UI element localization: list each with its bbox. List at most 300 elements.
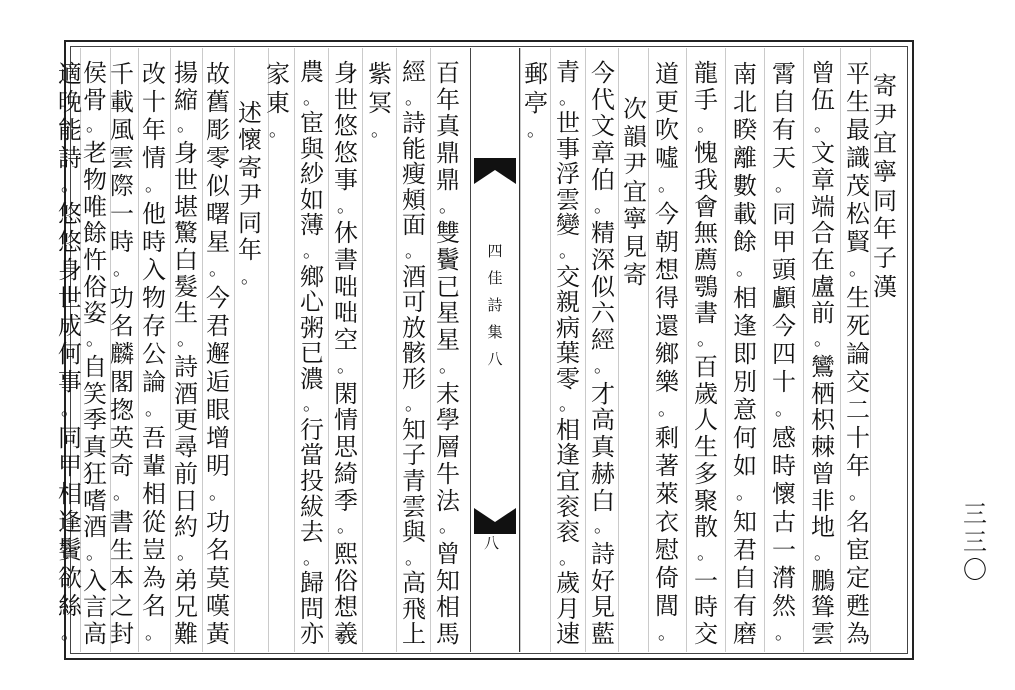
glyph: 棘 xyxy=(811,433,835,462)
glyph: 同 xyxy=(238,208,262,237)
glyph: 餘 xyxy=(733,228,757,256)
glyph: 剩 xyxy=(655,424,679,452)
glyph: 薄 xyxy=(300,211,324,240)
glyph: 韻 xyxy=(623,122,647,151)
glyph: 入 xyxy=(83,566,107,595)
glyph: 。 xyxy=(559,547,577,569)
glyph: 睽 xyxy=(733,116,757,144)
glyph: 嗜 xyxy=(83,486,107,515)
glyph: 與 xyxy=(300,134,324,163)
column-rule xyxy=(585,48,586,652)
glyph: 天 xyxy=(772,144,796,172)
glyph: 絲 xyxy=(58,592,82,620)
glyph: 日 xyxy=(174,486,198,515)
glyph: 如 xyxy=(733,452,757,480)
glyph: 十 xyxy=(772,368,796,396)
glyph: 悠 xyxy=(334,112,358,141)
column-rule xyxy=(202,48,203,652)
glyph: 亦 xyxy=(300,620,324,649)
glyph: 能 xyxy=(58,116,82,144)
glyph: 兄 xyxy=(174,593,198,622)
glyph: 雲 xyxy=(402,492,426,521)
glyph: 雲 xyxy=(556,185,580,214)
glyph: 生 xyxy=(694,433,718,462)
glyph: 咄 xyxy=(334,299,358,328)
glyph: 唯 xyxy=(83,192,107,221)
glyph: 封 xyxy=(110,620,134,648)
glyph: 。 xyxy=(775,175,793,196)
glyph: 好 xyxy=(591,566,615,595)
glyph: 想 xyxy=(334,593,358,622)
glyph: 茂 xyxy=(846,172,870,200)
glyph: 相 xyxy=(556,415,580,444)
glyph: 之 xyxy=(110,592,134,620)
column-rule xyxy=(618,48,619,652)
glyph: 懷 xyxy=(772,480,796,508)
glyph: 青 xyxy=(556,58,580,86)
glyph: 真 xyxy=(591,433,615,462)
glyph: 葉 xyxy=(556,339,580,368)
glyph: 名 xyxy=(110,312,134,340)
glyph: 為 xyxy=(846,620,870,648)
glyph: 東 xyxy=(266,88,290,117)
glyph: 閭 xyxy=(655,592,679,620)
glyph: 名 xyxy=(846,508,870,536)
glyph: 。 xyxy=(61,399,79,420)
text-column-6 xyxy=(686,60,726,650)
glyph: 世 xyxy=(58,284,82,312)
glyph: 載 xyxy=(110,88,134,116)
glyph: 季 xyxy=(83,406,107,435)
glyph: 還 xyxy=(655,312,679,340)
page-number-glyph: 三 xyxy=(963,528,987,556)
glyph: 能 xyxy=(402,134,426,163)
glyph: 熙 xyxy=(334,539,358,568)
glyph: 咄 xyxy=(334,272,358,301)
glyph: 最 xyxy=(846,116,870,144)
glyph: 吾 xyxy=(142,424,166,452)
glyph: 一 xyxy=(772,536,796,564)
glyph: 。 xyxy=(594,516,612,538)
glyph: 見 xyxy=(591,593,615,622)
glyph: 寧 xyxy=(623,205,647,234)
glyph: 縮 xyxy=(174,85,198,114)
glyph: 揔 xyxy=(110,396,134,424)
glyph: 。 xyxy=(241,267,259,289)
column-rule xyxy=(80,48,81,652)
text-column-13 xyxy=(394,60,434,650)
glyph: 變 xyxy=(556,211,580,240)
glyph: 似 xyxy=(206,172,230,200)
glyph: 酒 xyxy=(174,379,198,408)
glyph: 二 xyxy=(846,396,870,424)
glyph: 更 xyxy=(174,406,198,435)
glyph: 。 xyxy=(177,329,195,351)
glyph: 萊 xyxy=(655,480,679,508)
glyph: 。 xyxy=(814,542,832,564)
glyph: 詩 xyxy=(174,352,198,381)
glyph: 嘆 xyxy=(206,592,230,620)
glyph: 寧 xyxy=(873,158,897,187)
glyph: 六 xyxy=(591,299,615,328)
glyph: 約 xyxy=(174,513,198,542)
glyph: 書 xyxy=(694,299,718,328)
column-rule xyxy=(803,48,804,652)
glyph: 。 xyxy=(559,394,577,416)
glyph: 。 xyxy=(113,259,131,280)
glyph: 邂 xyxy=(206,340,230,368)
glyph: 逢 xyxy=(556,441,580,470)
text-column-24 xyxy=(50,60,90,650)
glyph: 會 xyxy=(694,192,718,221)
center-folio: 八 xyxy=(484,534,500,552)
glyph: 。 xyxy=(594,355,612,377)
glyph: 情 xyxy=(142,144,166,172)
column-rule xyxy=(396,48,397,652)
glyph: 曾 xyxy=(811,459,835,488)
glyph: 書 xyxy=(334,246,358,275)
glyph: 時 xyxy=(142,228,166,256)
glyph: 閑 xyxy=(334,379,358,408)
glyph: 名 xyxy=(206,536,230,564)
glyph: 家 xyxy=(266,60,290,88)
glyph: 同 xyxy=(873,186,897,215)
glyph: 行 xyxy=(300,415,324,444)
glyph: 尋 xyxy=(174,433,198,462)
glyph: 我 xyxy=(694,165,718,194)
glyph: 相 xyxy=(436,593,460,622)
glyph: 世 xyxy=(334,85,358,114)
glyph: 薦 xyxy=(694,246,718,275)
glyph: 。 xyxy=(303,87,321,109)
glyph: 自 xyxy=(83,352,107,381)
glyph: 雲 xyxy=(811,620,835,649)
glyph: 難 xyxy=(174,620,198,649)
page-number-glyph: 三 xyxy=(963,500,987,528)
glyph: 投 xyxy=(300,467,324,495)
glyph: 瘦 xyxy=(402,160,426,189)
glyph: 輩 xyxy=(142,452,166,480)
text-column-5 xyxy=(725,60,765,650)
glyph: 忤 xyxy=(83,246,107,275)
glyph: 老 xyxy=(83,139,107,168)
glyph: 。 xyxy=(736,483,754,504)
glyph: 紫 xyxy=(368,60,392,88)
column-rule xyxy=(840,48,841,652)
glyph: 羲 xyxy=(334,620,358,649)
glyph: 歲 xyxy=(556,569,580,598)
glyph: 。 xyxy=(405,547,423,569)
glyph: 病 xyxy=(556,313,580,342)
glyph: 。 xyxy=(269,120,287,142)
glyph: 一 xyxy=(110,200,134,228)
glyph: 平 xyxy=(846,60,870,88)
glyph: 髮 xyxy=(174,272,198,301)
glyph: 鼎 xyxy=(436,139,460,168)
glyph: 著 xyxy=(655,452,679,480)
glyph: 。 xyxy=(697,115,715,137)
glyph: 書 xyxy=(110,508,134,536)
glyph: 季 xyxy=(334,486,358,515)
glyph: 盧 xyxy=(811,272,835,301)
glyph: 詩 xyxy=(58,144,82,172)
glyph: 牛 xyxy=(436,459,460,488)
column-rule xyxy=(725,48,726,652)
glyph: 相 xyxy=(58,480,82,508)
glyph: 頭 xyxy=(772,256,796,284)
glyph: 法 xyxy=(436,486,460,515)
glyph: 雙 xyxy=(436,219,460,248)
glyph: 尹 xyxy=(623,150,647,179)
glyph: 龍 xyxy=(694,59,718,87)
column-rule xyxy=(362,48,363,652)
glyph: 物 xyxy=(142,284,166,312)
glyph: 端 xyxy=(811,192,835,221)
glyph: 。 xyxy=(177,115,195,137)
glyph: 弟 xyxy=(174,566,198,595)
column-rule xyxy=(520,48,521,652)
glyph: 聳 xyxy=(811,593,835,622)
glyph: 代 xyxy=(591,85,615,114)
glyph: 如 xyxy=(300,185,324,214)
glyph: 從 xyxy=(142,508,166,536)
glyph: 更 xyxy=(655,88,679,116)
glyph: 。 xyxy=(439,195,457,217)
glyph: 栖 xyxy=(811,379,835,408)
text-column-15 xyxy=(326,60,366,650)
glyph: 合 xyxy=(811,219,835,248)
glyph: 曾 xyxy=(436,539,460,568)
glyph: 在 xyxy=(811,246,835,275)
glyph: 去 xyxy=(300,518,324,547)
glyph: 。 xyxy=(594,195,612,217)
glyph: 上 xyxy=(402,620,426,649)
glyph: 酒 xyxy=(402,262,426,291)
glyph: 子 xyxy=(402,441,426,470)
glyph: 甲 xyxy=(772,228,796,256)
glyph: 。 xyxy=(337,355,355,377)
glyph: 詩 xyxy=(591,539,615,568)
glyph: 經 xyxy=(402,58,426,86)
glyph: 顱 xyxy=(772,284,796,312)
glyph: 堪 xyxy=(174,192,198,221)
glyph: 年 xyxy=(142,116,166,144)
glyph: 世 xyxy=(556,109,580,138)
glyph: 交 xyxy=(556,262,580,291)
glyph: 。 xyxy=(658,399,676,420)
glyph: 。 xyxy=(814,115,832,137)
glyph: 十 xyxy=(846,424,870,452)
glyph: 自 xyxy=(733,564,757,592)
glyph: 揚 xyxy=(174,59,198,87)
glyph: 姿 xyxy=(83,299,107,328)
column-rule xyxy=(686,48,687,652)
glyph: 。 xyxy=(775,399,793,420)
glyph: 郵 xyxy=(524,60,548,88)
glyph: 北 xyxy=(733,88,757,116)
glyph: 曾 xyxy=(811,59,835,87)
text-column-3 xyxy=(803,60,843,650)
glyph: 。 xyxy=(145,175,163,196)
glyph: 。 xyxy=(697,542,715,564)
glyph: 似 xyxy=(591,272,615,301)
glyph: 高 xyxy=(591,406,615,435)
glyph: 。 xyxy=(697,329,715,351)
glyph: 文 xyxy=(591,112,615,141)
glyph: 。 xyxy=(849,483,867,504)
text-column-4 xyxy=(764,60,804,650)
glyph: 吹 xyxy=(655,116,679,144)
glyph: 寄 xyxy=(623,260,647,289)
glyph: 風 xyxy=(110,116,134,144)
glyph: 同 xyxy=(58,424,82,452)
glyph: 。 xyxy=(527,120,545,142)
glyph: 。 xyxy=(371,120,389,142)
glyph: 存 xyxy=(142,312,166,340)
glyph: 白 xyxy=(174,246,198,275)
glyph: 。 xyxy=(559,240,577,262)
glyph: 寄 xyxy=(873,72,897,100)
glyph: 道 xyxy=(655,60,679,88)
glyph: 同 xyxy=(772,200,796,228)
glyph: 。 xyxy=(849,259,867,280)
glyph: 言 xyxy=(83,593,107,622)
glyph: 冥 xyxy=(368,88,392,117)
center-fold-strip xyxy=(470,48,520,652)
glyph: 思 xyxy=(334,433,358,462)
glyph: 人 xyxy=(694,406,718,435)
glyph: 生 xyxy=(846,88,870,116)
glyph: 非 xyxy=(811,486,835,515)
glyph: 交 xyxy=(694,620,718,649)
glyph: 生 xyxy=(110,536,134,564)
glyph: 古 xyxy=(772,508,796,536)
glyph: 甲 xyxy=(58,452,82,480)
glyph: 宜 xyxy=(873,129,897,158)
glyph: 年 xyxy=(436,85,460,114)
glyph: 想 xyxy=(655,256,679,284)
glyph: 無 xyxy=(694,219,718,248)
column-rule xyxy=(268,48,269,652)
glyph: 百 xyxy=(436,59,460,87)
glyph: 問 xyxy=(300,594,324,623)
text-column-9 xyxy=(583,60,623,650)
glyph: 事 xyxy=(58,368,82,396)
glyph: 一 xyxy=(694,566,718,595)
glyph: 亭 xyxy=(524,88,548,117)
glyph: 。 xyxy=(337,516,355,538)
glyph: 。 xyxy=(113,483,131,504)
glyph: 知 xyxy=(733,508,757,536)
glyph: 詩 xyxy=(402,109,426,138)
glyph: 前 xyxy=(811,299,835,328)
glyph: 。 xyxy=(405,87,423,109)
glyph: 。 xyxy=(439,355,457,377)
glyph: 骸 xyxy=(402,339,426,368)
glyph: 鬢 xyxy=(436,246,460,275)
glyph: 面 xyxy=(402,211,426,240)
glyph: 綺 xyxy=(334,459,358,488)
glyph: 逢 xyxy=(733,312,757,340)
glyph: 空 xyxy=(334,326,358,355)
glyph: 身 xyxy=(334,59,358,87)
glyph: 今 xyxy=(655,200,679,228)
glyph: 頰 xyxy=(402,185,426,214)
glyph: 地 xyxy=(811,513,835,542)
glyph: 適 xyxy=(58,60,82,88)
glyph: 形 xyxy=(402,364,426,393)
glyph: 情 xyxy=(334,406,358,435)
glyph: 四 xyxy=(772,340,796,368)
glyph: 衣 xyxy=(655,508,679,536)
glyph: 千 xyxy=(110,60,134,88)
glyph: 功 xyxy=(110,284,134,312)
glyph: 悠 xyxy=(334,139,358,168)
glyph: 雲 xyxy=(110,144,134,172)
column-rule xyxy=(328,48,329,652)
glyph: 文 xyxy=(811,139,835,168)
glyph: 奇 xyxy=(110,452,134,480)
glyph: 時 xyxy=(772,452,796,480)
glyph: 零 xyxy=(556,364,580,393)
glyph: 霄 xyxy=(772,60,796,88)
glyph: 閣 xyxy=(110,368,134,396)
glyph: 已 xyxy=(300,339,324,368)
glyph: 章 xyxy=(811,165,835,194)
glyph: 樂 xyxy=(655,368,679,396)
glyph: 層 xyxy=(436,433,460,462)
glyph: 散 xyxy=(694,513,718,542)
glyph: 才 xyxy=(591,379,615,408)
glyph: 衮 xyxy=(556,492,580,521)
column-rule xyxy=(764,48,765,652)
glyph: 功 xyxy=(206,508,230,536)
glyph: 君 xyxy=(733,536,757,564)
glyph: 章 xyxy=(591,139,615,168)
glyph: 伯 xyxy=(591,165,615,194)
glyph: 與 xyxy=(402,518,426,547)
glyph: 今 xyxy=(772,312,796,340)
glyph: 君 xyxy=(206,312,230,340)
glyph: 。 xyxy=(814,329,832,351)
column-rule xyxy=(550,48,551,652)
glyph: 眼 xyxy=(206,396,230,424)
glyph: 漢 xyxy=(873,272,897,301)
glyph: 即 xyxy=(733,340,757,368)
glyph: 親 xyxy=(556,288,580,317)
glyph: 年 xyxy=(846,452,870,480)
column-rule xyxy=(170,48,171,652)
glyph: 有 xyxy=(772,116,796,144)
glyph: 成 xyxy=(58,312,82,340)
glyph: 。 xyxy=(439,516,457,538)
glyph: 心 xyxy=(300,288,324,317)
glyph: 公 xyxy=(142,340,166,368)
column-rule xyxy=(470,48,471,652)
glyph: 意 xyxy=(733,396,757,424)
glyph: 。 xyxy=(86,329,104,351)
glyph: 有 xyxy=(733,592,757,620)
glyph: 尹 xyxy=(238,181,262,210)
glyph: 鄉 xyxy=(655,340,679,368)
glyph: 悠 xyxy=(58,228,82,256)
glyph: 松 xyxy=(846,200,870,228)
glyph: 朝 xyxy=(655,228,679,256)
glyph: 宦 xyxy=(846,536,870,564)
glyph: 南 xyxy=(733,60,757,88)
glyph: 。 xyxy=(736,259,754,280)
glyph: 真 xyxy=(83,433,107,462)
